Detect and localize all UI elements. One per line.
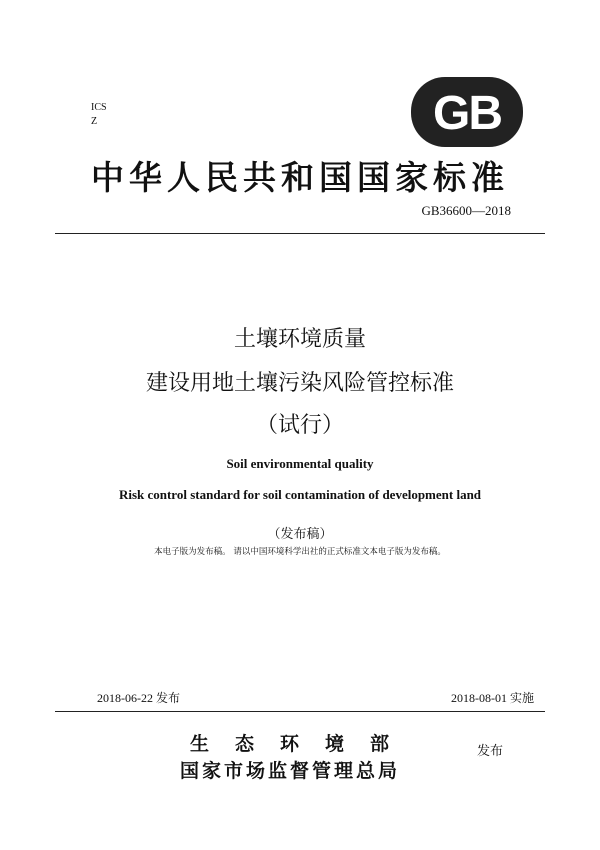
ics-block xyxy=(91,101,107,129)
draft-label: （发布稿） xyxy=(267,527,333,542)
issue-date: 2018-06-22 发布 xyxy=(97,691,180,705)
gb-logo-text: GB xyxy=(433,87,501,140)
cn-title-line3: （试行） xyxy=(255,413,344,438)
issuer-org-1: 生态环境部 xyxy=(190,733,416,755)
issued-label: 发布 xyxy=(477,744,504,759)
standard-number: GB36600—2018 xyxy=(421,203,511,218)
implementation-date: 2018-08-01 实施 xyxy=(451,691,534,705)
en-title-line2: Risk control standard for soil contamination of development land xyxy=(118,487,482,502)
electronic-note: 本电子版为发布稿。 请以中国环境科学出社的正式标准文本电子版为发布稿。 xyxy=(154,547,446,557)
ics-label: ICS xyxy=(91,102,107,113)
page-title: 中华人民共和国国家标准 xyxy=(91,158,509,197)
cn-title-line2: 建设用地土壤污染风险管控标准 xyxy=(145,371,454,396)
en-title-line1: Soil environmental quality xyxy=(226,456,374,471)
cn-title-line1: 土壤环境质量 xyxy=(233,327,366,352)
category-label: Z xyxy=(91,116,98,127)
divider-bottom xyxy=(55,711,545,712)
divider-top xyxy=(55,233,545,234)
issuer-org-2: 国家市场监督管理总局 xyxy=(180,760,401,782)
gb-logo xyxy=(410,76,524,148)
